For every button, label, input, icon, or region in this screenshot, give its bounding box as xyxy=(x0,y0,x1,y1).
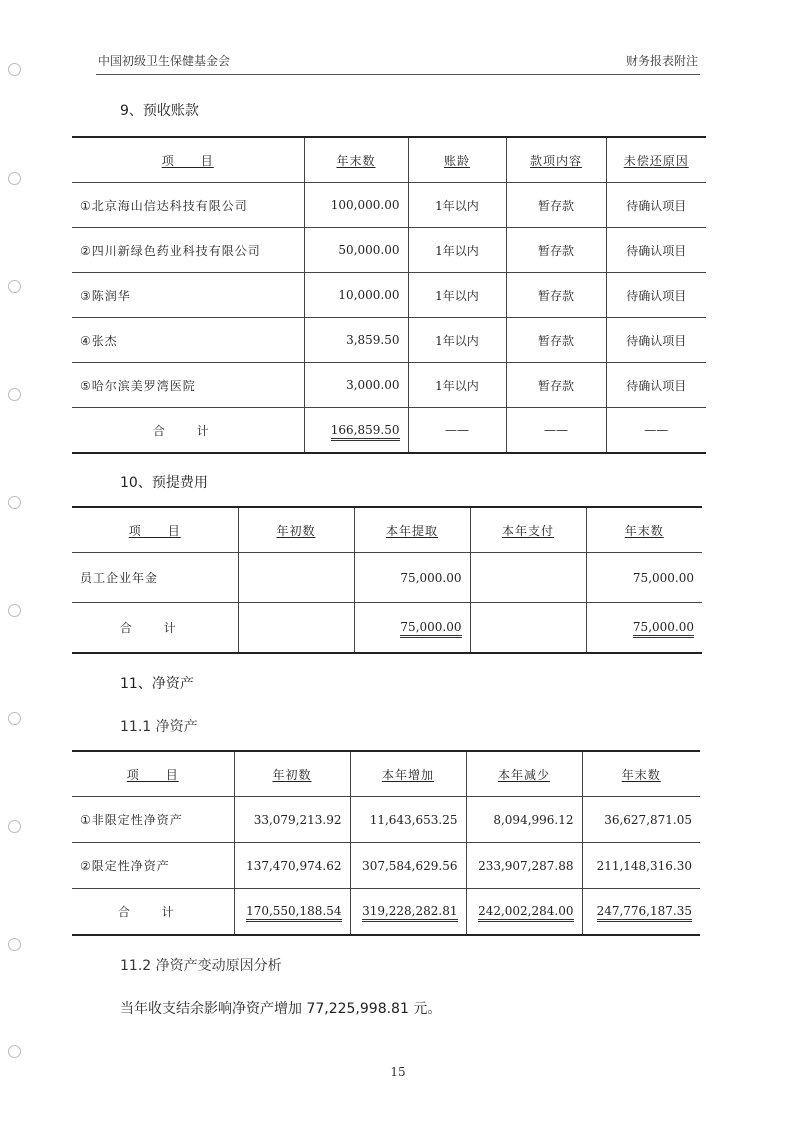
row-content: 暂存款 xyxy=(506,183,606,228)
total-end: 247,776,187.35 xyxy=(597,904,692,922)
total-accrued-cell xyxy=(354,603,470,653)
table-row xyxy=(72,797,700,843)
binder-hole xyxy=(8,496,21,509)
total-increase-cell xyxy=(350,889,466,935)
binder-hole xyxy=(8,712,21,725)
total-label: 合 计 xyxy=(72,408,304,454)
binder-hole xyxy=(8,938,21,951)
col-header-label: 项 目 xyxy=(128,523,181,538)
binder-hole xyxy=(8,388,21,401)
table-row xyxy=(72,228,706,273)
table-row xyxy=(72,553,702,603)
table-row xyxy=(72,318,706,363)
header-org-name: 中国初级卫生保健基金会 xyxy=(98,54,231,68)
total-reason: —— xyxy=(606,408,706,454)
row-decrease: 8,094,996.12 xyxy=(466,797,582,843)
total-increase: 319,228,282.81 xyxy=(362,904,457,922)
col-header-begin xyxy=(238,507,354,553)
row-age: 1年以内 xyxy=(408,273,506,318)
binder-hole xyxy=(8,1045,21,1058)
table-row xyxy=(72,843,700,889)
total-end: 75,000.00 xyxy=(633,620,694,638)
row-end: 211,148,316.30 xyxy=(582,843,700,889)
col-header-end xyxy=(586,507,702,553)
col-header-label: 本年增加 xyxy=(381,767,434,782)
total-age: —— xyxy=(408,408,506,454)
row-reason: 待确认项目 xyxy=(606,363,706,408)
total-accrued: 75,000.00 xyxy=(400,620,461,638)
col-header-item xyxy=(72,507,238,553)
row-reason: 待确认项目 xyxy=(606,183,706,228)
col-header-label: 年末数 xyxy=(621,767,661,782)
row-begin: 33,079,213.92 xyxy=(234,797,350,843)
row-content: 暂存款 xyxy=(506,273,606,318)
col-header-reason xyxy=(606,137,706,183)
row-amount: 100,000.00 xyxy=(304,183,408,228)
total-label: 合 计 xyxy=(72,889,234,935)
total-amount: 166,859.50 xyxy=(331,423,400,441)
row-paid xyxy=(470,553,586,603)
row-begin xyxy=(238,553,354,603)
col-header-year-end xyxy=(304,137,408,183)
table-total-row xyxy=(72,603,702,653)
col-header-end xyxy=(582,751,700,797)
row-name: ⑤哈尔滨美罗湾医院 xyxy=(72,363,304,408)
total-begin xyxy=(238,603,354,653)
total-decrease-cell xyxy=(466,889,582,935)
total-decrease: 242,002,284.00 xyxy=(478,904,573,922)
binder-hole xyxy=(8,172,21,185)
row-name: ④张杰 xyxy=(72,318,304,363)
row-end: 36,627,871.05 xyxy=(582,797,700,843)
row-begin: 137,470,974.62 xyxy=(234,843,350,889)
col-header-label: 本年减少 xyxy=(497,767,550,782)
total-content: —— xyxy=(506,408,606,454)
row-name: 员工企业年金 xyxy=(72,553,238,603)
binder-hole xyxy=(8,820,21,833)
row-accrued: 75,000.00 xyxy=(354,553,470,603)
row-end: 75,000.00 xyxy=(586,553,702,603)
row-age: 1年以内 xyxy=(408,318,506,363)
col-header-label: 年末数 xyxy=(336,153,376,168)
col-header-increase xyxy=(350,751,466,797)
total-label: 合 计 xyxy=(72,603,238,653)
table-total-row xyxy=(72,408,706,454)
row-decrease: 233,907,287.88 xyxy=(466,843,582,889)
total-begin-cell xyxy=(234,889,350,935)
table-header-row xyxy=(72,751,700,797)
col-header-label: 年初数 xyxy=(272,767,312,782)
col-header-label: 本年提取 xyxy=(385,523,438,538)
row-name: ③陈润华 xyxy=(72,273,304,318)
col-header-paid xyxy=(470,507,586,553)
binder-hole xyxy=(8,63,21,76)
row-reason: 待确认项目 xyxy=(606,318,706,363)
row-content: 暂存款 xyxy=(506,363,606,408)
advance-receipts-table xyxy=(72,136,706,454)
header-doc-title: 财务报表附注 xyxy=(625,54,698,68)
row-age: 1年以内 xyxy=(408,228,506,273)
row-increase: 11,643,653.25 xyxy=(350,797,466,843)
accrued-expenses-table xyxy=(72,506,702,654)
col-header-label: 款项内容 xyxy=(529,153,582,168)
table-row xyxy=(72,183,706,228)
col-header-item xyxy=(72,137,304,183)
section-9-title: 9、预收账款 xyxy=(120,103,199,119)
col-header-accrued xyxy=(354,507,470,553)
net-assets-analysis-paragraph: 当年收支结余影响净资产增加 77,225,998.81 元。 xyxy=(120,1001,442,1017)
row-content: 暂存款 xyxy=(506,318,606,363)
col-header-content xyxy=(506,137,606,183)
total-end-cell xyxy=(586,603,702,653)
section-10-title: 10、预提费用 xyxy=(120,475,208,491)
total-paid xyxy=(470,603,586,653)
col-header-item xyxy=(72,751,234,797)
table-row xyxy=(72,363,706,408)
table-total-row xyxy=(72,889,700,935)
binder-hole xyxy=(8,604,21,617)
col-header-label: 项 目 xyxy=(161,153,214,168)
row-amount: 3,000.00 xyxy=(304,363,408,408)
col-header-aging xyxy=(408,137,506,183)
row-age: 1年以内 xyxy=(408,183,506,228)
table-header-row xyxy=(72,507,702,553)
header-divider xyxy=(96,74,700,75)
col-header-decrease xyxy=(466,751,582,797)
total-begin: 170,550,188.54 xyxy=(246,904,341,922)
net-assets-table xyxy=(72,750,700,936)
binder-hole xyxy=(8,280,21,293)
col-header-label: 账龄 xyxy=(443,153,470,168)
col-header-label: 年初数 xyxy=(276,523,316,538)
table-header-row xyxy=(72,137,706,183)
total-end-cell xyxy=(582,889,700,935)
row-amount: 3,859.50 xyxy=(304,318,408,363)
row-age: 1年以内 xyxy=(408,363,506,408)
row-name: ①北京海山信达科技有限公司 xyxy=(72,183,304,228)
section-11-title: 11、净资产 xyxy=(120,676,194,692)
row-name: ②限定性净资产 xyxy=(72,843,234,889)
col-header-label: 未偿还原因 xyxy=(623,153,689,168)
row-content: 暂存款 xyxy=(506,228,606,273)
row-amount: 10,000.00 xyxy=(304,273,408,318)
col-header-label: 项 目 xyxy=(126,767,179,782)
page-header xyxy=(98,50,698,72)
row-amount: 50,000.00 xyxy=(304,228,408,273)
col-header-begin xyxy=(234,751,350,797)
row-reason: 待确认项目 xyxy=(606,273,706,318)
page-number: 15 xyxy=(390,1065,406,1079)
col-header-label: 本年支付 xyxy=(501,523,554,538)
row-increase: 307,584,629.56 xyxy=(350,843,466,889)
row-name: ①非限定性净资产 xyxy=(72,797,234,843)
row-name: ②四川新绿色药业科技有限公司 xyxy=(72,228,304,273)
col-header-label: 年末数 xyxy=(624,523,664,538)
subsection-11-1-title: 11.1 净资产 xyxy=(120,719,198,735)
table-row xyxy=(72,273,706,318)
subsection-11-2-title: 11.2 净资产变动原因分析 xyxy=(120,958,282,974)
total-amount-cell xyxy=(304,408,408,454)
row-reason: 待确认项目 xyxy=(606,228,706,273)
